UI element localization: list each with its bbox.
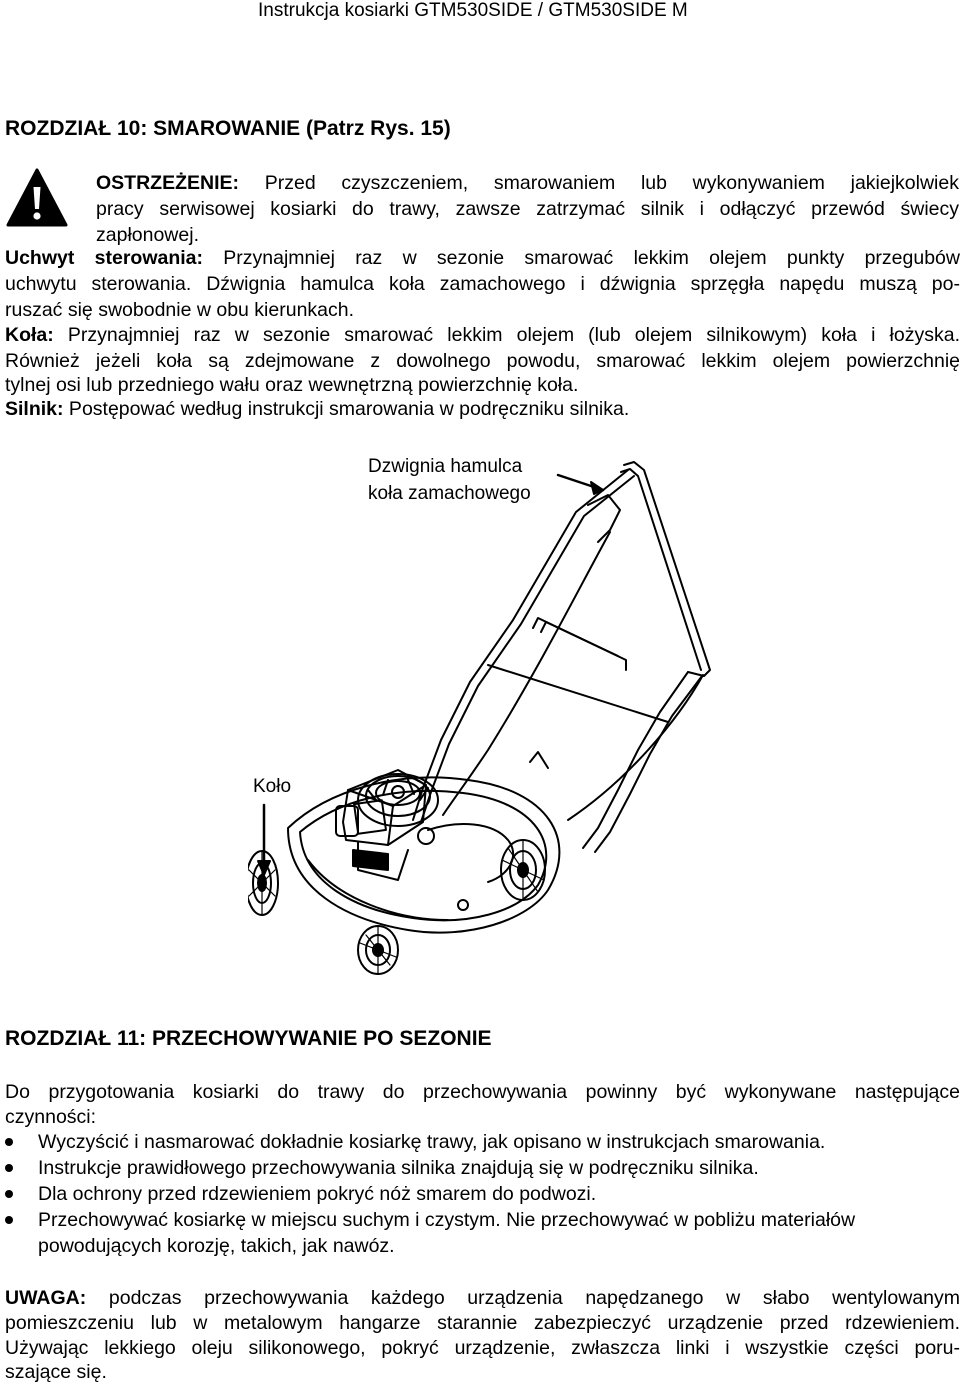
warning-line-2: pracy serwisowej kosiarki do trawy, zawsze zatrzymać silnik i odłączyć przewód świecy xyxy=(96,198,959,220)
warning-icon xyxy=(6,167,68,229)
figure-label-brake-line-2: koła zamachowego xyxy=(368,483,531,504)
list-item: Wyczyścić i nasmarować dokładnie kosiarkę trawy, jak opisano w instrukcjach smarowania. xyxy=(5,1129,960,1155)
intro-line-2: czynności: xyxy=(5,1106,97,1128)
bullet-icon xyxy=(5,1190,13,1198)
bullet-icon xyxy=(5,1164,13,1172)
section-11-title: ROZDZIAŁ 11: PRZECHOWYWANIE PO SEZONIE xyxy=(5,1027,492,1050)
warning-line-3: zapłonowej. xyxy=(96,224,199,246)
note-line-3: Używając lekkiego oleju silikonowego, pokryć urządzenie, zwłaszcza linki i wszystkie części poru- xyxy=(5,1337,960,1359)
intro-line-1: Do przygotowania kosiarki do trawy do przechowywania powinny być wykonywane następujące xyxy=(5,1081,960,1103)
wheels-line-2: Również jeżeli koła są zdejmowane z dowolnego powodu, smarować lekkim olejem powierzchnię xyxy=(5,350,960,372)
note-label: UWAGA: xyxy=(5,1287,87,1309)
page-header: Instrukcja kosiarki GTM530SIDE / GTM530SIDE M xyxy=(258,0,688,21)
handle-line-3: ruszać się swobodnie w obu kierunkach. xyxy=(5,299,355,321)
handle-line-1: Uchwyt sterowania: Przynajmniej raz w sezonie smarować lekkim olejem punkty przegubów xyxy=(5,247,960,269)
warning-label: OSTRZEŻENIE: xyxy=(96,172,240,194)
list-item: Przechowywać kosiarkę w miejscu suchym i czystym. Nie przechowywać w pobliżu materiałów powodujących korozję, takich, jak nawóz. xyxy=(5,1207,960,1259)
figure-label-brake-line-1: Dzwignia hamulca xyxy=(368,456,523,477)
note-line-2: pomieszczeniu lub w metalowym hangarze starannie zabezpieczyć urządzenie przed rdzewieniem. xyxy=(5,1312,960,1334)
lawn-mower-illustration xyxy=(248,450,730,975)
bullet-icon xyxy=(5,1216,13,1224)
list-item: Dla ochrony przed rdzewieniem pokryć nóż smarem do podwozi. xyxy=(5,1181,960,1207)
list-item: Instrukcje prawidłowego przechowywania silnika znajdują się w podręczniku silnika. xyxy=(5,1155,960,1181)
wheels-line-3: tylnej osi lub przedniego wału oraz wewnętrzną powierzchnię koła. xyxy=(5,374,579,396)
wheels-label: Koła: xyxy=(5,324,54,346)
warning-line-1: OSTRZEŻENIE: Przed czyszczeniem, smarowaniem lub wykonywaniem jakiejkolwiek xyxy=(96,172,959,194)
note-line-1: UWAGA: podczas przechowywania każdego urządzenia napędzanego w słabo wentylowanym xyxy=(5,1287,960,1309)
wheels-line-1: Koła: Przynajmniej raz w sezonie smarować lekkim olejem (lub olejem silnikowym) koła i łożyska. xyxy=(5,324,960,346)
bullet-icon xyxy=(5,1138,13,1146)
figure-label-wheel: Koło xyxy=(253,776,292,797)
handle-line-2: uchwytu sterowania. Dźwignia hamulca koła zamachowego i dźwignia sprzęgła napędu muszą po- xyxy=(5,273,960,295)
storage-steps-list xyxy=(5,1129,960,1259)
note-line-4: szające się. xyxy=(5,1361,107,1383)
engine-label: Silnik: xyxy=(5,398,64,420)
engine-line-1: Silnik: Postępować według instrukcji smarowania w podręczniku silnika. xyxy=(5,398,630,420)
section-10-title: ROZDZIAŁ 10: SMAROWANIE (Patrz Rys. 15) xyxy=(5,117,451,140)
handle-label: Uchwyt sterowania: xyxy=(5,247,203,269)
